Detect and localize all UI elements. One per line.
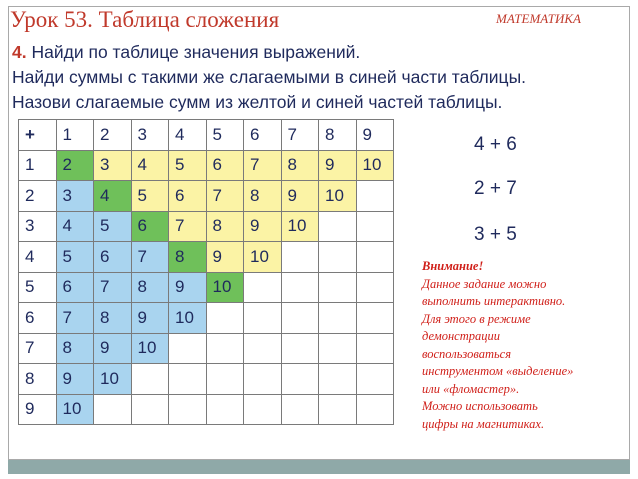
plus-sign-cell: +: [19, 120, 57, 151]
table-cell: 5: [131, 181, 169, 212]
table-cell: 7: [206, 181, 244, 212]
table-cell: 6: [19, 303, 57, 334]
table-cell: 6: [56, 272, 94, 303]
table-cell: [356, 394, 394, 425]
table-cell: [131, 394, 169, 425]
table-cell: 5: [206, 120, 244, 151]
table-cell: 3: [131, 120, 169, 151]
table-cell: 9: [319, 150, 357, 181]
table-cell: 5: [94, 211, 132, 242]
table-cell: 4: [56, 211, 94, 242]
table-cell: 6: [169, 181, 207, 212]
table-cell: 7: [131, 242, 169, 273]
table-cell: 5: [19, 272, 57, 303]
table-cell: 7: [94, 272, 132, 303]
note-line: выполнить интерактивно.: [422, 294, 566, 308]
table-row: [19, 120, 394, 151]
table-cell: 10: [281, 211, 319, 242]
table-row: [19, 211, 394, 242]
table-cell: 9: [19, 394, 57, 425]
table-cell: 9: [244, 211, 282, 242]
table-cell: 1: [19, 150, 57, 181]
table-cell: [319, 394, 357, 425]
table-cell: [356, 242, 394, 273]
table-cell: 8: [19, 364, 57, 395]
table-cell: [281, 394, 319, 425]
table-cell: 8: [56, 333, 94, 364]
expression-3: 3 + 5: [474, 224, 517, 245]
table-cell: [169, 364, 207, 395]
table-cell: [244, 303, 282, 334]
note-heading: Внимание!: [422, 259, 484, 273]
table-cell: [319, 333, 357, 364]
table-cell: 5: [56, 242, 94, 273]
table-cell: 8: [206, 211, 244, 242]
table-row: [19, 394, 394, 425]
table-cell: 8: [94, 303, 132, 334]
table-cell: 10: [169, 303, 207, 334]
table-cell: 9: [56, 364, 94, 395]
table-cell: [206, 303, 244, 334]
table-cell: 6: [244, 120, 282, 151]
table-cell: [319, 211, 357, 242]
task-number: 4.: [12, 42, 27, 62]
note-line: демонстрации: [422, 329, 500, 343]
table-cell: [131, 364, 169, 395]
table-row: [19, 272, 394, 303]
table-cell: [356, 211, 394, 242]
table-cell: 9: [131, 303, 169, 334]
table-cell: 6: [94, 242, 132, 273]
table-cell: 9: [281, 181, 319, 212]
task-line-1-text: Найди по таблице значения выражений.: [31, 42, 361, 62]
table-cell: 1: [56, 120, 94, 151]
table-cell: 10: [206, 272, 244, 303]
table-cell: 8: [244, 181, 282, 212]
table-cell: 4: [19, 242, 57, 273]
table-cell: 4: [94, 181, 132, 212]
table-row: [19, 181, 394, 212]
table-cell: [319, 364, 357, 395]
table-cell: 10: [319, 181, 357, 212]
table-cell: [206, 364, 244, 395]
table-cell: [356, 181, 394, 212]
table-cell: [356, 333, 394, 364]
table-row: [19, 333, 394, 364]
table-cell: [169, 333, 207, 364]
task-line-3: Назови слагаемые сумм из желтой и синей частей таблицы.: [12, 92, 503, 112]
table-cell: [94, 394, 132, 425]
table-cell: 10: [94, 364, 132, 395]
note-line: Можно использовать: [422, 399, 538, 413]
table-cell: [356, 272, 394, 303]
table-cell: [319, 242, 357, 273]
addition-table: [18, 119, 394, 425]
table-cell: [244, 333, 282, 364]
table-cell: [206, 394, 244, 425]
table-cell: [281, 364, 319, 395]
table-row: [19, 242, 394, 273]
table-cell: 8: [281, 150, 319, 181]
table-cell: [281, 303, 319, 334]
table-cell: 5: [169, 150, 207, 181]
note-line: инструментом «выделение»: [422, 364, 574, 378]
table-cell: 9: [206, 242, 244, 273]
table-cell: 7: [244, 150, 282, 181]
task-instructions: [12, 40, 624, 115]
table-cell: 10: [56, 394, 94, 425]
lesson-title: Урок 53. Таблица сложения: [10, 7, 280, 32]
table-cell: 9: [94, 333, 132, 364]
note-line: или «фломастер».: [422, 381, 520, 396]
table-cell: [281, 242, 319, 273]
table-cell: [281, 333, 319, 364]
table-cell: 3: [56, 181, 94, 212]
table-cell: 7: [19, 333, 57, 364]
table-cell: [319, 272, 357, 303]
note-line: Для этого в режиме: [422, 311, 531, 326]
table-cell: [244, 364, 282, 395]
note-line: Данное задание можно: [422, 276, 547, 291]
table-cell: 8: [319, 120, 357, 151]
table-cell: 8: [169, 242, 207, 273]
note-line: воспользоваться: [422, 346, 512, 361]
table-cell: 2: [56, 150, 94, 181]
expression-2: 2 + 7: [474, 178, 517, 199]
table-cell: [244, 394, 282, 425]
table-cell: 7: [281, 120, 319, 151]
table-cell: [206, 333, 244, 364]
table-row: [19, 303, 394, 334]
table-cell: 9: [169, 272, 207, 303]
table-cell: 2: [94, 120, 132, 151]
subject-label: МАТЕМАТИКА: [496, 11, 581, 26]
table-cell: [169, 394, 207, 425]
table-cell: 10: [131, 333, 169, 364]
task-line-1: [12, 40, 624, 65]
table-cell: [281, 272, 319, 303]
table-cell: [319, 303, 357, 334]
table-cell: [356, 364, 394, 395]
table-row: [19, 150, 394, 181]
table-cell: 4: [169, 120, 207, 151]
table-cell: 2: [19, 181, 57, 212]
note-line: цифры на магнитиках.: [422, 416, 545, 431]
table-cell: 10: [356, 150, 394, 181]
table-cell: 6: [206, 150, 244, 181]
table-row: [19, 364, 394, 395]
table-cell: 7: [169, 211, 207, 242]
attention-note: [422, 258, 627, 433]
table-cell: 4: [131, 150, 169, 181]
table-cell: 9: [356, 120, 394, 151]
table-cell: 3: [94, 150, 132, 181]
table-cell: [244, 272, 282, 303]
bottom-bar: [8, 460, 630, 474]
task-line-2: Найди суммы с такими же слагаемыми в синей части таблицы.: [12, 67, 527, 87]
table-cell: 7: [56, 303, 94, 334]
table-cell: [356, 303, 394, 334]
table-cell: 10: [244, 242, 282, 273]
table-cell: 3: [19, 211, 57, 242]
table-cell: 8: [131, 272, 169, 303]
expression-1: 4 + 6: [474, 134, 517, 155]
table-cell: 6: [131, 211, 169, 242]
